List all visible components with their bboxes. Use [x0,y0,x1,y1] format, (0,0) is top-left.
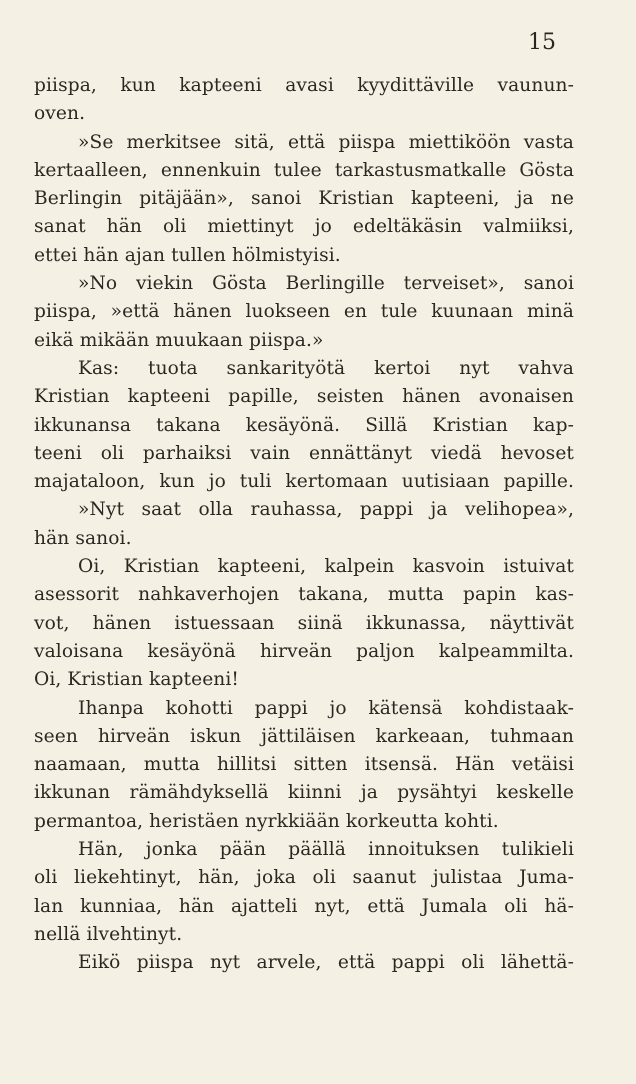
text-line: nellä ilvehtinyt. [34,923,183,945]
text-line: piispa, »että hänen luokseen en tule kuunaan minä [34,301,574,323]
body-text [34,72,574,978]
text-line: Berlingin pitäjään», sanoi Kristian kapteeni, ja ne [34,188,574,210]
text-line: oven. [34,103,86,125]
text-line: kertaalleen, ennenkuin tulee tarkastusmatkalle Gösta [34,159,574,181]
text-line: majataloon, kun jo tuli kertomaan uutisiaan papille. [34,471,574,493]
text-line: Kas: tuota sankarityötä kertoi nyt vahva [78,357,574,379]
text-line: permantoa, heristäen nyrkkiään korkeutta kohti. [34,810,499,832]
text-line: Eikö piispa nyt arvele, että pappi oli lähettä- [78,952,574,974]
text-line: eikä mikään muukaan piispa.» [34,329,324,351]
page-number: 15 [528,30,556,55]
text-line: ikkunansa takana kesäyönä. Sillä Kristian kap- [34,414,574,436]
text-line: Ihanpa kohotti pappi jo kätensä kohdistaak- [78,697,574,719]
text-line: Kristian kapteeni papille, seisten hänen avonaisen [34,386,574,408]
text-line: »Nyt saat olla rauhassa, pappi ja velihopea», [78,499,574,521]
text-line: »No viekin Gösta Berlingille terveiset», sanoi [78,273,574,295]
text-line: vot, hänen istuessaan siinä ikkunassa, näyttivät [34,612,574,634]
text-line: ikkunan rämähdyksellä kiinni ja pysähtyi keskelle [34,782,574,804]
text-line: ettei hän ajan tullen hölmistyisi. [34,244,341,266]
text-line: valoisana kesäyönä hirveän paljon kalpeammilta. [34,640,574,662]
text-line: seen hirveän iskun jättiläisen karkeaan, tuhmaan [34,725,574,747]
text-line: lan kunniaa, hän ajatteli nyt, että Jumala oli hä- [34,895,574,917]
text-line: piispa, kun kapteeni avasi kyydittäville vaunun- [34,75,574,96]
text-line: teeni oli parhaiksi vain ennättänyt viedä hevoset [34,442,574,464]
text-line: Hän, jonka pään päällä innoituksen tulikieli [78,839,574,861]
text-line: hän sanoi. [34,527,132,549]
text-line: Oi, Kristian kapteeni! [34,669,239,691]
text-line: asessorit nahkaverhojen takana, mutta papin kas- [34,584,574,606]
text-line: naamaan, mutta hillitsi sitten itsensä. Hän vetäisi [34,754,574,776]
text-line: Oi, Kristian kapteeni, kalpein kasvoin istuivat [78,556,574,578]
text-line: »Se merkitsee sitä, että piispa miettiköön vasta [78,131,574,153]
text-line: sanat hän oli miettinyt jo edeltäkäsin valmiiksi, [34,216,574,238]
text-line: oli liekehtinyt, hän, joka oli saanut julistaa Juma- [34,867,574,889]
